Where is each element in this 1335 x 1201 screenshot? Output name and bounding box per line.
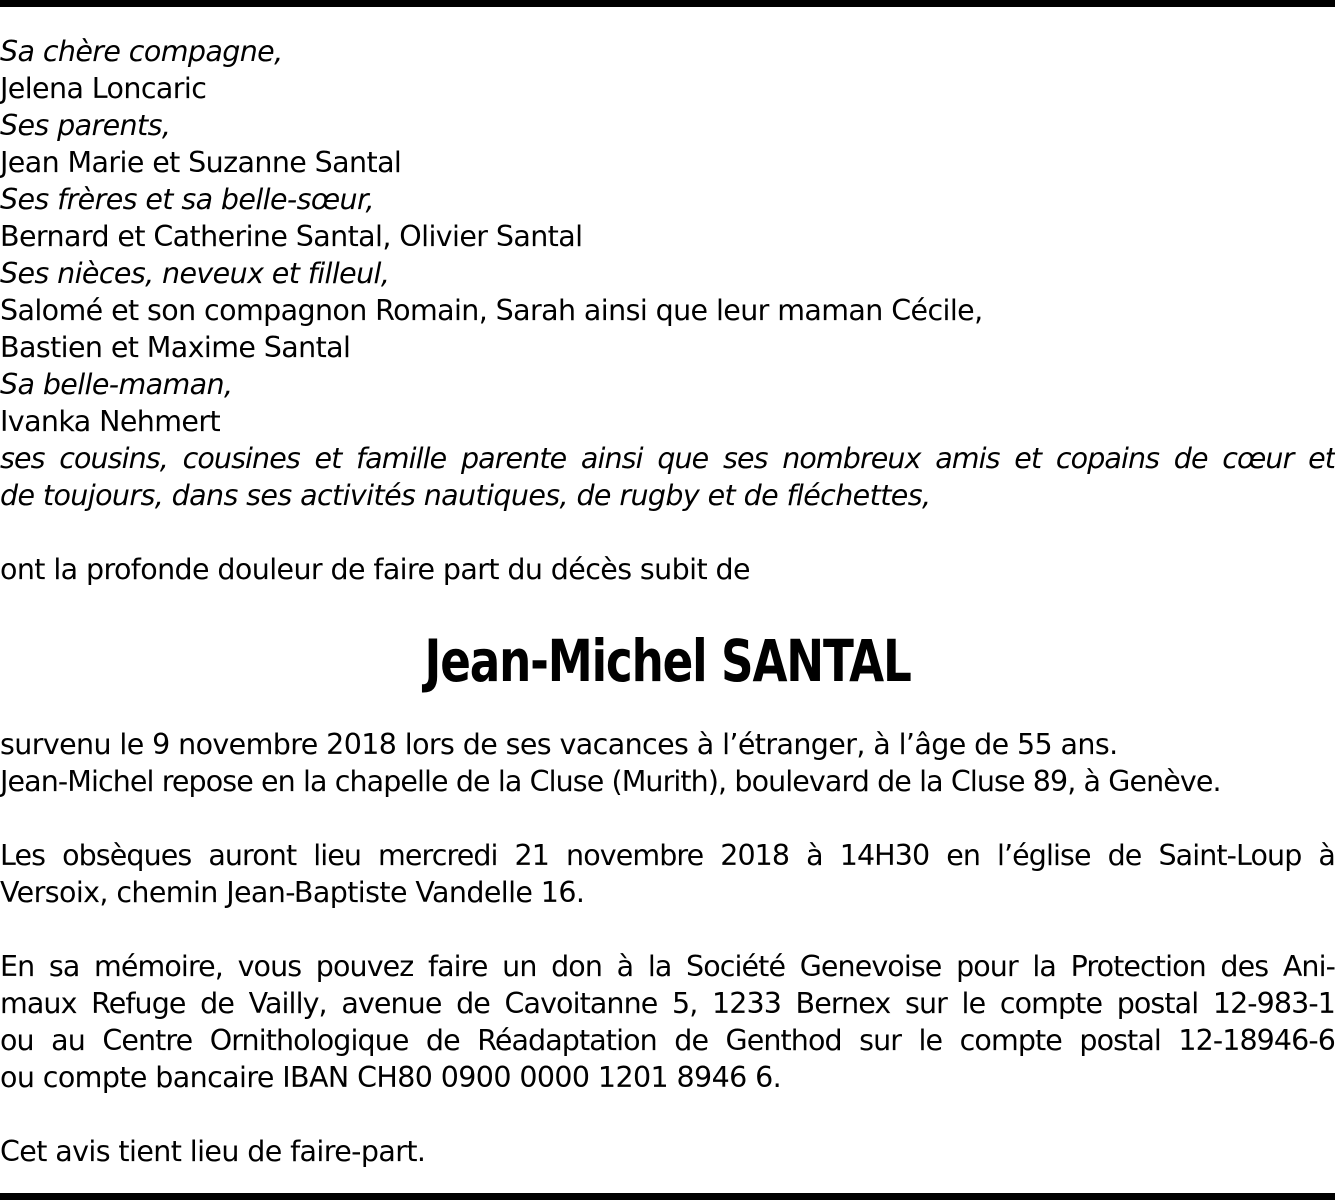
family-relation-friends-2: de toujours, dans ses activités nautiques, de rugby et de fléchettes, [0, 479, 931, 512]
family-name-parents: Jean Marie et Suzanne Santal [0, 146, 402, 179]
top-border-rule [0, 0, 1335, 7]
donation-line-3: ou au Centre Ornithologique de Réadaptation de Genthod sur le compte postal 12-18946-6 [0, 1024, 1335, 1057]
death-details-line-1: survenu le 9 novembre 2018 lors de ses vacances à l’étranger, à l’âge de 55 ans. [0, 728, 1118, 761]
bottom-border-rule [0, 1193, 1335, 1200]
donation-line-2: maux Refuge de Vailly, avenue de Cavoitanne 5, 1233 Bernex sur le compte postal 12-983-1 [0, 987, 1335, 1020]
family-relation-siblings: Ses frères et sa belle-sœur, [0, 183, 374, 216]
funeral-line-2: Versoix, chemin Jean-Baptiste Vandelle 16. [0, 876, 585, 909]
family-name-mother-in-law: Ivanka Nehmert [0, 405, 221, 438]
donation-line-4: ou compte bancaire IBAN CH80 0900 0000 1201 8946 6. [0, 1061, 782, 1094]
family-name-companion: Jelena Loncaric [0, 72, 207, 105]
family-name-siblings: Bernard et Catherine Santal, Olivier Santal [0, 220, 583, 253]
deceased-name: Jean-Michel SANTAL [424, 627, 911, 695]
family-relation-companion: Sa chère compagne, [0, 35, 283, 68]
family-relation-mother-in-law: Sa belle-maman, [0, 368, 233, 401]
closing-text: Cet avis tient lieu de faire-part. [0, 1135, 426, 1168]
death-details-line-2: Jean-Michel repose en la chapelle de la Cluse (Murith), boulevard de la Cluse 89, à Genève. [0, 765, 1221, 798]
family-relation-parents: Ses parents, [0, 109, 171, 142]
family-relation-friends-1: ses cousins, cousines et famille parente ainsi que ses nombreux amis et copains de cœur et [0, 442, 1335, 475]
funeral-line-1: Les obsèques auront lieu mercredi 21 novembre 2018 à 14H30 en l’église de Saint-Loup à [0, 839, 1335, 872]
family-name-nieces-1: Salomé et son compagnon Romain, Sarah ainsi que leur maman Cécile, [0, 294, 983, 327]
family-relation-nieces: Ses nièces, neveux et filleul, [0, 257, 390, 290]
announcement-text: ont la profonde douleur de faire part du décès subit de [0, 553, 750, 586]
donation-line-1: En sa mémoire, vous pouvez faire un don à la Société Genevoise pour la Protection des Ani- [0, 950, 1335, 983]
family-name-nieces-2: Bastien et Maxime Santal [0, 331, 351, 364]
